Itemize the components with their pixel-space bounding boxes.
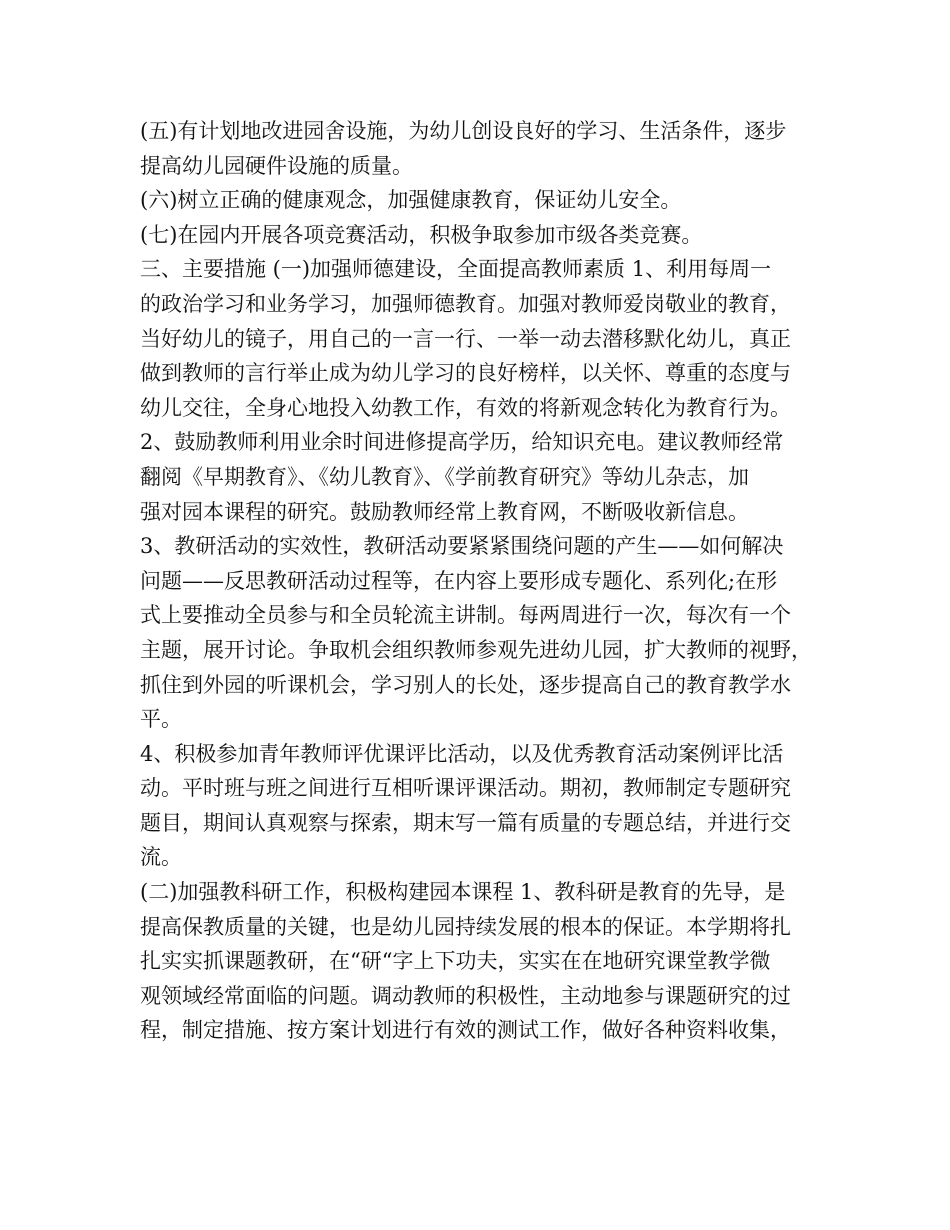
text-line: 问题——反思教研活动过程等，在内容上要形成专题化、系列化;在形 — [140, 568, 778, 593]
text-line: (二)加强教科研工作，积极构建园本课程 1、教科研是教育的先导，是 — [140, 880, 786, 905]
text-line: (五)有计划地改进园舍设施，为幼儿创设良好的学习、生活条件，逐步 — [140, 119, 787, 143]
text-line: 程，制定措施、按方案计划进行有效的测试工作，做好各种资料收集， — [140, 1018, 791, 1043]
text-line: 4、积极参加青年教师评优课评比活动，以及优秀教育活动案例评比活 — [140, 741, 784, 766]
text-line: 的政治学习和业务学习，加强师德教育。加强对教师爱岗敬业的教育， — [140, 291, 791, 316]
text-line: 动。平时班与班之间进行互相听课评课活动。期初，教师制定专题研究 — [140, 776, 791, 801]
text-line: 扎实实抓课题教研，在“研“字上下功夫，实实在在地研究课堂教学微 — [140, 949, 771, 974]
text-line: 做到教师的言行举止成为幼儿学习的良好榜样，以关怀、尊重的态度与 — [140, 361, 791, 386]
text-line: 强对园本课程的研究。鼓励教师经常上教育网，不断吸收新信息。 — [140, 499, 749, 524]
text-line: 幼儿交往，全身心地投入幼教工作，有效的将新观念转化为教育行为。 — [140, 395, 791, 420]
text-line: 抓住到外园的听课机会，学习别人的长处，逐步提高自己的教育教学水 — [140, 672, 791, 697]
text-line: 主题，展开讨论。争取机会组织教师参观先进幼儿园，扩大教师的视野， — [140, 637, 812, 662]
text-line: 提高幼儿园硬件设施的质量。 — [140, 153, 413, 178]
text-line: 3、教研活动的实效性，教研活动要紧紧围绕问题的产生——如何解决 — [140, 534, 784, 559]
text-line: 题目，期间认真观察与探索，期末写一篇有质量的专题总结，并进行交 — [140, 810, 791, 835]
text-line: 观领域经常面临的问题。调动教师的积极性，主动地参与课题研究的过 — [140, 983, 791, 1008]
text-line: 翻阅《早期教育》、《幼儿教育》、《学前教育研究》等幼儿杂志，加 — [140, 464, 749, 489]
text-line: (七)在园内开展各项竞赛活动，积极争取参加市级各类竞赛。 — [140, 222, 703, 247]
text-line: 提高保教质量的关键，也是幼儿园持续发展的根本的保证。本学期将扎 — [140, 914, 791, 939]
text-line: 2、鼓励教师利用业余时间进修提高学历，给知识充电。建议教师经常 — [140, 430, 784, 455]
text-line: 流。 — [140, 845, 182, 870]
text-line: 式上要推动全员参与和全员轮流主讲制。每两周进行一次，每次有一个 — [140, 603, 791, 628]
text-line: 平。 — [140, 707, 182, 732]
text-line: (六)树立正确的健康观念，加强健康教育，保证幼儿安全。 — [140, 188, 682, 213]
document-body — [140, 114, 820, 1048]
text-line: 当好幼儿的镜子，用自己的一言一行、一举一动去潜移默化幼儿，真正 — [140, 326, 791, 351]
text-line: 三、主要措施 (一)加强师德建设，全面提高教师素质 1、利用每周一 — [140, 257, 772, 282]
